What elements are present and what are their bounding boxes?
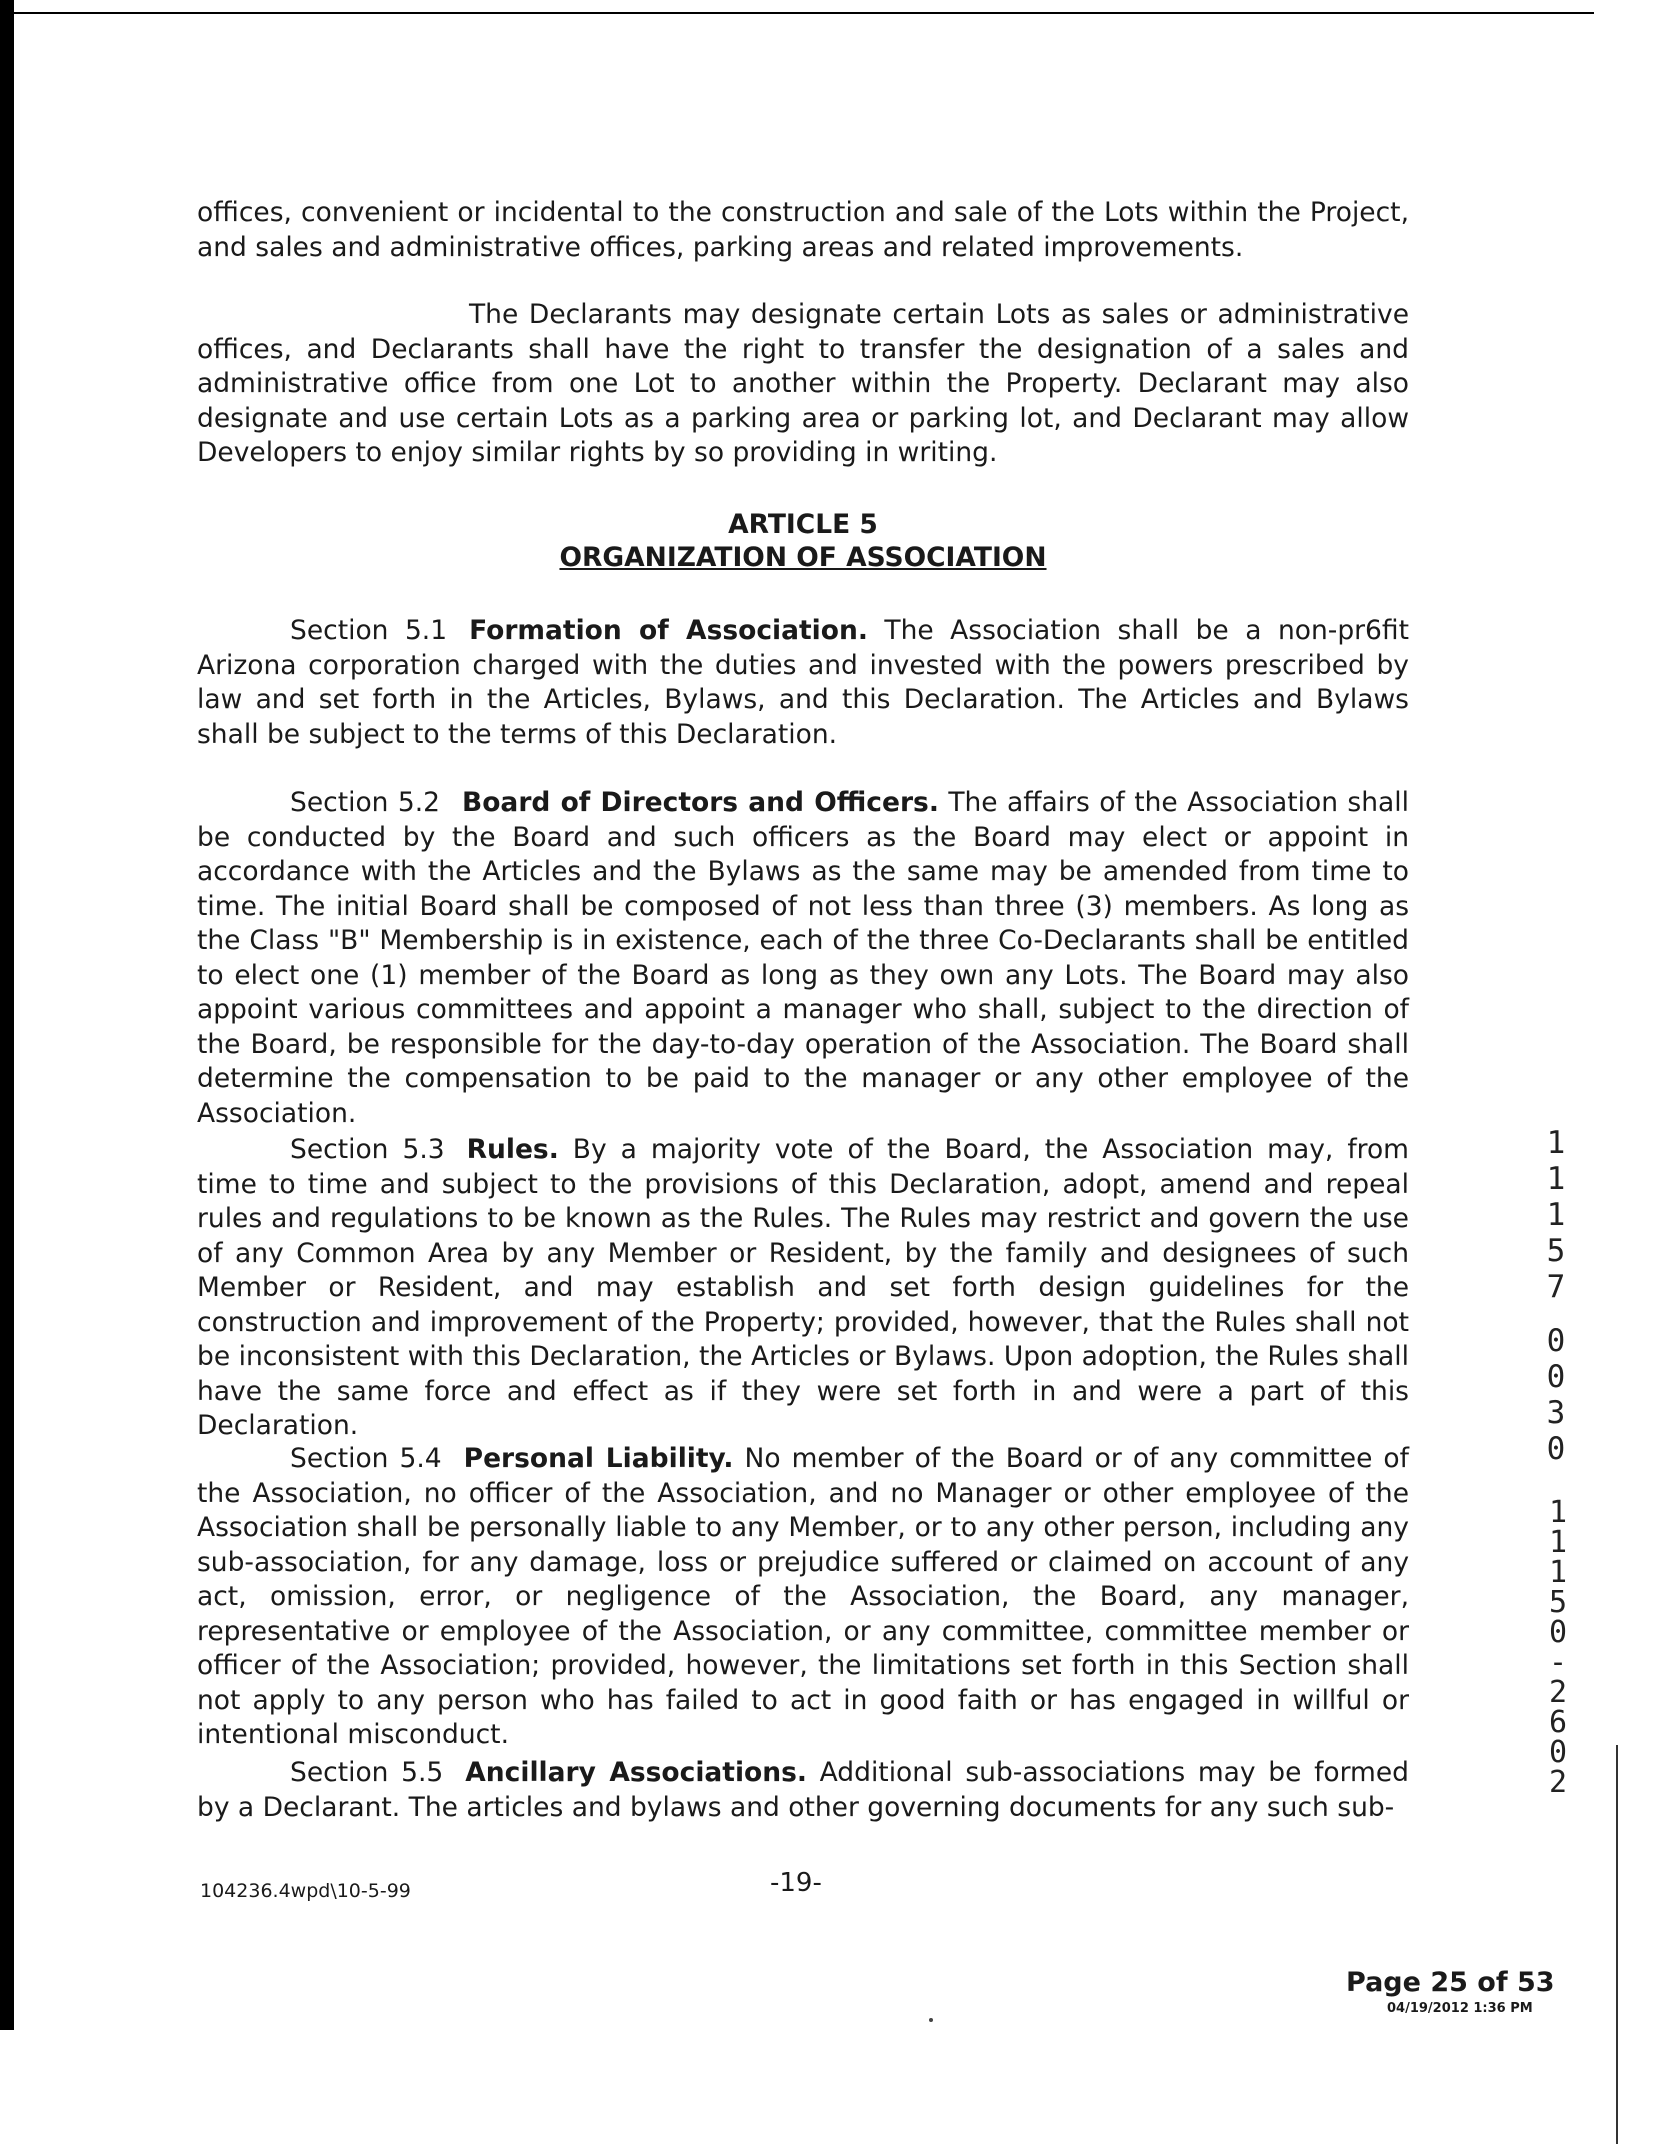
section-text: No member of the Board or of any committee of the Association, no officer of the Association, and no Manager or other employee of the Association shall be personally liable to any Member, or to any other person, including any sub-association, for any damage, loss or prejudice suffered or claimed on account of any act, omission, error, or negligence of the Association, the Board, any manager, representative or employee of the Association, or any committee, committee member or officer of the Association; provided, however, the limitations set forth in this Section shall not apply to any person who has failed to act in good faith or has engaged in willful or intentional misconduct. [197,1443,1409,1750]
recording-number-char: 7 [1546,1269,1566,1305]
section-heading: Formation of Association. [469,615,868,646]
paragraph-declarants-text: The Declarants may designate certain Lots as sales or administrative offices, and Declarants shall have the right to transfer the designation of a sales and administrative office from one Lot to another within the Property. Declarant may also designate and use certain Lots as a parking area or parking lot, and Declarant may allow Developers to enjoy similar rights by so providing in writing. [197,299,1409,468]
section-number: Section 5.5 [290,1757,444,1788]
document-id-char: 2 [1548,1675,1568,1710]
recording-number-char: 0 [1546,1323,1566,1359]
document-id-char: 1 [1548,1555,1568,1590]
document-id-char: - [1548,1645,1568,1680]
section-5-3 [197,1133,1409,1444]
section-heading: Personal Liability. [463,1443,734,1474]
article-number: ARTICLE 5 [728,509,878,540]
document-id-char: 5 [1548,1585,1568,1620]
document-id-char: 1 [1548,1495,1568,1530]
paragraph-continuation-text: offices, convenient or incidental to the construction and sale of the Lots within the Project, and sales and administrative offices, parking areas and related improvements. [197,197,1409,263]
recorder-date-stamp: 04/19/2012 1:36 PM [1387,2001,1533,2016]
recording-number-char: 0 [1546,1431,1566,1467]
document-id-char: 2 [1548,1765,1568,1800]
footer-document-ref: 104236.4wpd\10-5-99 [200,1880,411,1902]
section-number: Section 5.4 [290,1443,442,1474]
section-heading: Ancillary Associations. [465,1757,807,1788]
recording-number-char: 1 [1546,1197,1566,1233]
scan-top-line [14,12,1594,14]
document-id-char: 0 [1548,1615,1568,1650]
article-title: ORGANIZATION OF ASSOCIATION [559,542,1047,573]
document-id-vertical [1538,1495,1578,1800]
section-5-4 [197,1442,1409,1753]
document-id-char: 6 [1548,1705,1568,1740]
recording-number-char: 5 [1546,1233,1566,1269]
section-5-5 [197,1756,1409,1825]
scan-edge-left [0,0,14,2030]
footer-page-number: -19- [770,1868,822,1898]
scan-speck [929,2018,933,2022]
document-id-char: 1 [1548,1525,1568,1560]
section-text: Additional sub-associations may be formed by a Declarant. The articles and bylaws and other governing documents for any such sub- [197,1757,1409,1823]
recording-number-char: 0 [1546,1359,1566,1395]
section-number: Section 5.3 [290,1134,445,1165]
recording-number-vertical [1534,1125,1578,1467]
recording-number-char: 3 [1546,1395,1566,1431]
section-text: The Association shall be a non-pr6fit Arizona corporation charged with the duties and invested with the powers prescribed by law and set forth in the Articles, Bylaws, and this Declaration. The Articles and Bylaws shall be subject to the terms of this Declaration. [197,615,1409,750]
section-5-2 [197,786,1409,1131]
section-number: Section 5.2 [290,787,441,818]
recorder-page-stamp: Page 25 of 53 [1346,1967,1555,1998]
recording-number-char: 1 [1546,1161,1566,1197]
section-5-1 [197,614,1409,752]
scan-right-line [1616,1745,1618,2144]
paragraph-continuation [197,196,1409,265]
paragraph-declarants [197,298,1409,471]
section-number: Section 5.1 [290,615,448,646]
recording-number-char: 1 [1546,1125,1566,1161]
section-heading: Rules. [466,1134,559,1165]
section-text: By a majority vote of the Board, the Association may, from time to time and subject to the provisions of this Declaration, adopt, amend and repeal rules and regulations to be known as the Rules. The Rules may restrict and govern the use of any Common Area by any Member or Resident, by the family and designees of such Member or Resident, and may establish and set forth design guidelines for the construction and improvement of the Property; provided, however, that the Rules shall not be inconsistent with this Declaration, the Articles or Bylaws. Upon adoption, the Rules shall have the same force and effect as if they were set forth in and were a part of this Declaration. [197,1134,1409,1441]
document-id-char: 0 [1548,1735,1568,1770]
section-text: The affairs of the Association shall be conducted by the Board and such officers as the Board may elect or appoint in accordance with the Articles and the Bylaws as the same may be amended from time to time. The initial Board shall be composed of not less than three (3) members. As long as the Class "B" Membership is in existence, each of the three Co-Declarants shall be entitled to elect one (1) member of the Board as long as they own any Lots. The Board may also appoint various committees and appoint a manager who shall, subject to the direction of the Board, be responsible for the day-to-day operation of the Association. The Board shall determine the compensation to be paid to the manager or any other employee of the Association. [197,787,1409,1129]
section-heading: Board of Directors and Officers. [462,787,939,818]
